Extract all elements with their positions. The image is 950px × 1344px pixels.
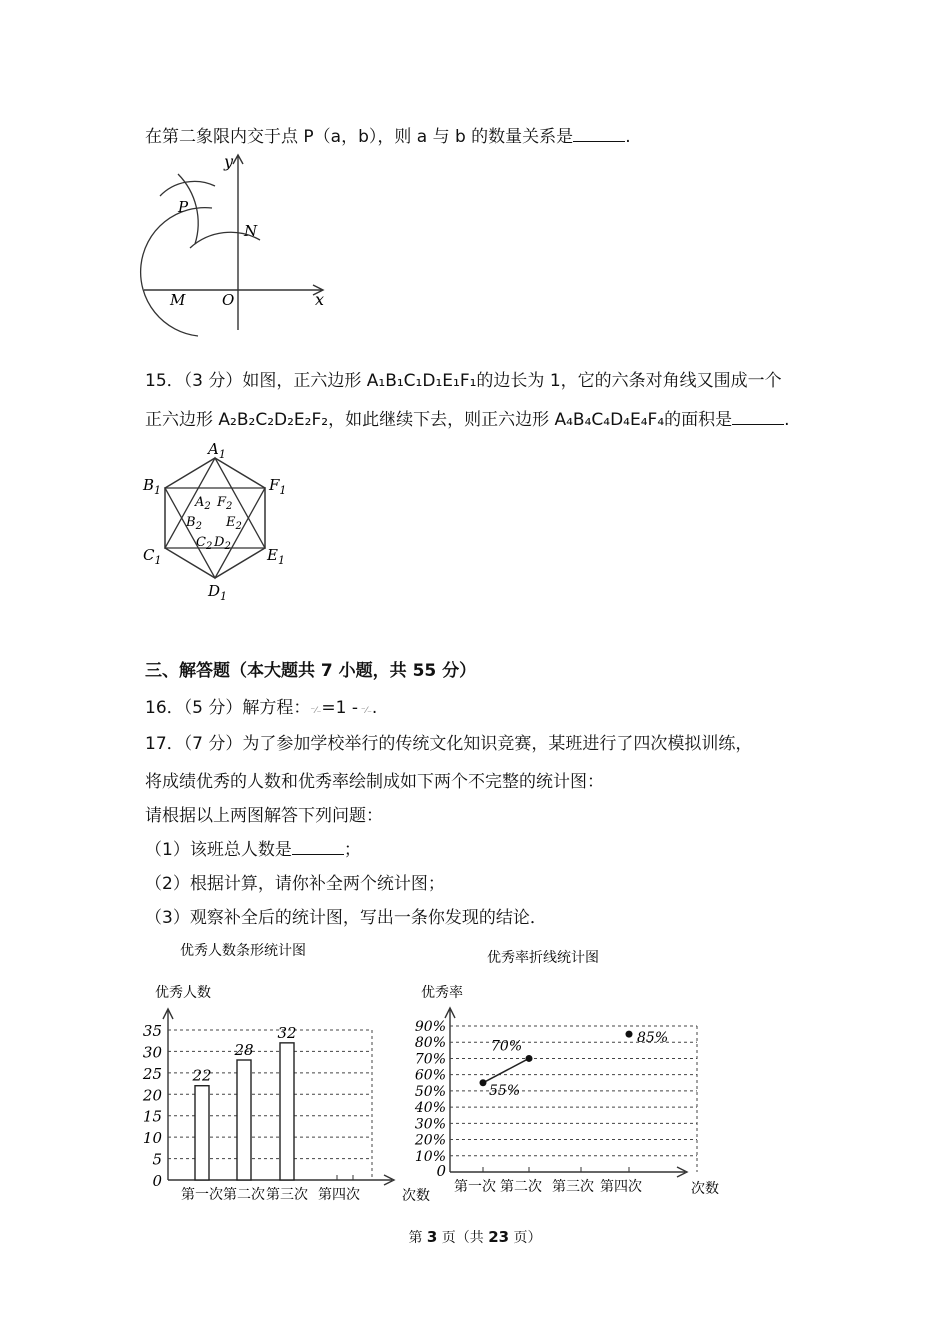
x-axis-label: 次数 [691, 1181, 719, 1197]
bar-chart [140, 935, 430, 1210]
x-tick-label: 第四次 [600, 1179, 642, 1195]
y-tick-label: 60% [414, 1067, 446, 1084]
bar-value-label: 22 [192, 1066, 212, 1085]
fig14-M: M [170, 291, 186, 309]
svg-text:E1: $E_1$ [267, 546, 285, 567]
x-tick-label: 第一次 [454, 1179, 496, 1195]
data-point [526, 1055, 533, 1062]
q15-line2: 正六边形 A₂B₂C₂D₂E₂F₂，如此继续下去，则正六边形 A₄B₄C₄D₄E₄F₄的面积是 . [145, 410, 790, 430]
svg-text:C2: $C_2$ [196, 535, 213, 552]
q16-text: 16．（5 分）解方程：⁻⁄₋=1 - ⁻⁄₋. [145, 698, 378, 718]
y-tick-label: 15 [142, 1107, 162, 1126]
chart-title: 优秀率折线统计图 [487, 950, 599, 966]
svg-text:B2: $B_2$ [186, 515, 202, 532]
x-tick-label: 第三次 [266, 1187, 308, 1203]
fig14-P: P [178, 198, 189, 216]
y-tick-label: 0 [152, 1172, 162, 1190]
y-tick-label: 25 [142, 1064, 162, 1083]
y-tick-label: 20% [414, 1132, 446, 1149]
answer-blank [292, 840, 344, 855]
series-line [483, 1058, 529, 1082]
q17-part2: （2）根据计算，请你补全两个统计图； [145, 874, 445, 894]
x-tick-label: 第二次 [500, 1179, 542, 1195]
q17-part1: （1）该班总人数是 ； [145, 840, 361, 860]
y-tick-label: 10 [142, 1129, 162, 1148]
fig14-x: x [315, 290, 325, 309]
svg-text:A2: $A_2$ [195, 495, 211, 512]
bar [280, 1043, 294, 1180]
bar-value-label: 28 [234, 1041, 254, 1059]
x-tick-label: 第四次 [318, 1187, 360, 1203]
svg-text:F1: $F_1$ [269, 476, 287, 497]
point-label: 70% [491, 1038, 523, 1055]
x-tick-label: 第三次 [552, 1179, 594, 1195]
q17-line3: 请根据以上两图解答下列问题： [145, 806, 383, 826]
figure-14 [140, 150, 340, 340]
svg-text:D2: $D_2$ [214, 535, 231, 552]
svg-text:A1: $A_1$ [208, 440, 226, 461]
y-tick-label: 0 [436, 1162, 446, 1180]
q17-part3: （3）观察补全后的统计图，写出一条你发现的结论． [145, 908, 547, 928]
answer-blank [732, 410, 784, 425]
svg-text:C1: $C_1$ [143, 546, 162, 567]
y-tick-label: 35 [142, 1022, 162, 1040]
x-tick-label: 第二次 [223, 1187, 265, 1203]
chart-title: 优秀人数条形统计图 [180, 943, 306, 959]
y-tick-label: 70% [414, 1051, 446, 1068]
q17-line1: 17．（7 分）为了参加学校举行的传统文化知识竞赛，某班进行了四次模拟训练， [145, 734, 753, 754]
q14-text: 在第二象限内交于点 P（a，b），则 a 与 b 的数量关系是 . [145, 127, 631, 147]
fig14-N: N [244, 222, 258, 240]
bar-value-label: 32 [277, 1023, 297, 1042]
x-axis-label: 次数 [402, 1188, 430, 1204]
y-tick-label: 30% [414, 1116, 446, 1133]
y-tick-label: 90% [414, 1019, 446, 1035]
data-point [626, 1031, 633, 1038]
point-label: 55% [489, 1082, 521, 1099]
y-tick-label: 50% [414, 1083, 446, 1100]
bar [237, 1060, 251, 1180]
point-label: 85% [637, 1030, 669, 1047]
x-tick-label: 第一次 [181, 1187, 223, 1203]
svg-text:D1: $D_1$ [208, 582, 228, 603]
y-tick-label: 30 [142, 1043, 162, 1062]
fig14-O: O [222, 291, 235, 309]
fig14-y: y [224, 152, 234, 171]
page-footer: 第 3 页（共 23 页） [408, 1228, 542, 1246]
section-heading: 三、解答题（本大题共 7 小题，共 55 分） [145, 661, 477, 681]
line-chart [405, 940, 719, 1210]
q17-line2: 将成绩优秀的人数和优秀率绘制成如下两个不完整的统计图： [145, 772, 604, 792]
y-tick-label: 10% [414, 1148, 446, 1165]
y-tick-label: 5 [152, 1150, 162, 1169]
svg-text:E2: $E_2$ [226, 515, 242, 532]
svg-text:B1: $B_1$ [143, 476, 162, 497]
y-axis-label: 优秀人数 [155, 985, 211, 1001]
y-axis-label: 优秀率 [421, 985, 463, 1001]
y-tick-label: 80% [414, 1035, 446, 1052]
data-point [480, 1079, 487, 1086]
figure-15-hexagon [140, 438, 300, 608]
svg-text:F2: $F_2$ [217, 495, 233, 512]
answer-blank [573, 127, 625, 142]
y-tick-label: 20 [142, 1086, 162, 1105]
q15-line1: 15．（3 分）如图，正六边形 A₁B₁C₁D₁E₁F₁的边长为 1，它的六条对角线又围成一个 [145, 371, 782, 391]
y-tick-label: 40% [414, 1100, 446, 1117]
bar [195, 1086, 209, 1180]
